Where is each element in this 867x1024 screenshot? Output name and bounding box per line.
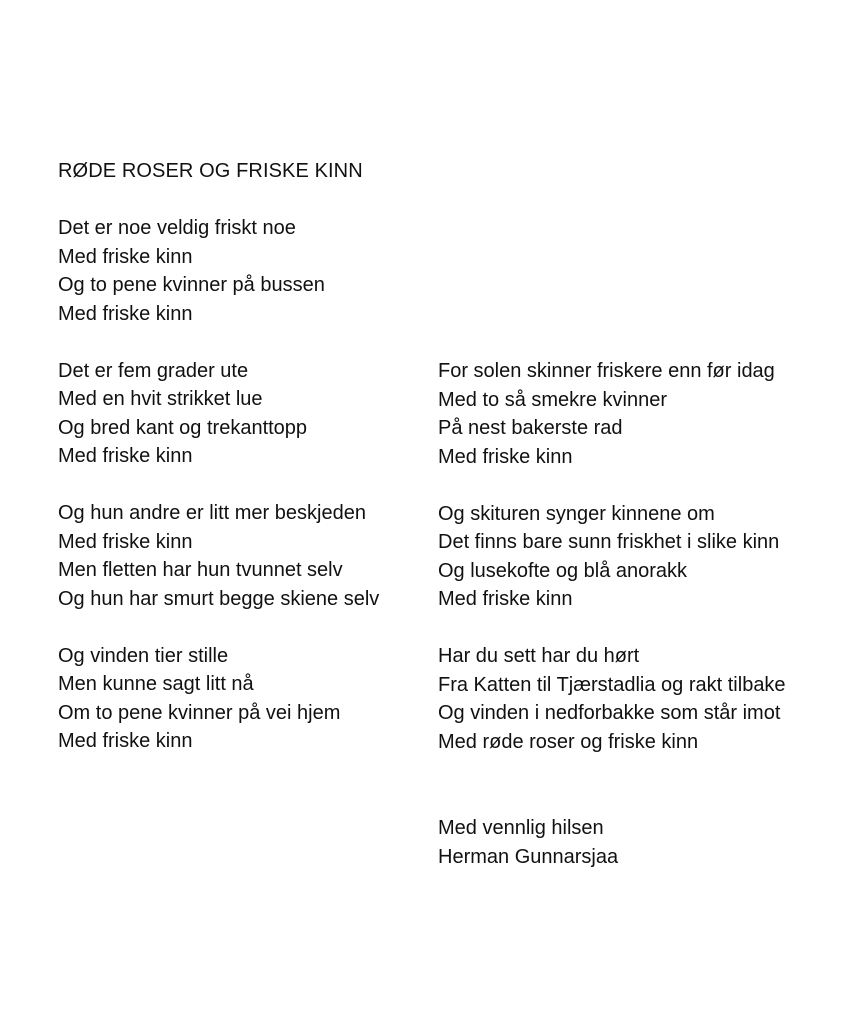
poem-right-column: [438, 357, 786, 785]
poem-line: Og vinden tier stille: [58, 644, 229, 667]
poem-line: Med friske kinn: [438, 588, 573, 610]
poem-line: Og bred kant og trekanttopp: [58, 416, 308, 439]
poem-line: Med friske kinn: [58, 245, 193, 268]
poem-left-column: [58, 214, 379, 784]
poem-line: Med røde roser og friske kinn: [438, 730, 699, 753]
poem-line: På nest bakerste rad: [438, 417, 623, 439]
stanza: [58, 499, 379, 613]
stanza: [58, 642, 379, 756]
poem-line: Det er fem grader ute: [58, 359, 249, 382]
poem-line: Fra Katten til Tjærstadlia og rakt tilbake: [438, 673, 786, 696]
poem-line: For solen skinner friskere enn før idag: [438, 360, 775, 382]
signature-greeting: Med vennlig hilsen: [438, 817, 604, 839]
poem-line: Og skituren synger kinnene om: [438, 502, 715, 525]
poem-line: Med friske kinn: [438, 445, 573, 468]
poem-line: Men kunne sagt litt nå: [58, 673, 254, 695]
stanza: [58, 357, 379, 471]
poem-line: Med friske kinn: [58, 302, 193, 325]
stanza: [438, 500, 786, 614]
poem-line: Om to pene kvinner på vei hjem: [58, 701, 341, 724]
stanza: [438, 357, 786, 471]
poem-line: Det finns bare sunn friskhet i slike kinn: [438, 531, 780, 553]
poem-line: Og vinden i nedforbakke som står imot: [438, 702, 781, 724]
poem-line: Og to pene kvinner på bussen: [58, 274, 325, 296]
stanza: [438, 642, 786, 756]
poem-line: Og hun andre er litt mer beskjeden: [58, 502, 366, 524]
poem-line: Det er noe veldig friskt noe: [58, 217, 296, 239]
poem-line: Med friske kinn: [58, 445, 193, 467]
poem-line: Med friske kinn: [58, 530, 193, 553]
poem-line: Og lusekofte og blå anorakk: [438, 559, 688, 582]
poem-line: Men fletten har hun tvunnet selv: [58, 559, 343, 581]
signature-name: Herman Gunnarsjaa: [438, 845, 619, 868]
poem-line: Har du sett har du hørt: [438, 645, 640, 667]
poem-title: RØDE ROSER OG FRISKE KINN: [58, 160, 363, 182]
poem-line: Med en hvit strikket lue: [58, 388, 263, 410]
poem-line: Og hun har smurt begge skiene selv: [58, 587, 380, 610]
poem-line: Med friske kinn: [58, 730, 193, 752]
poem-line: Med to så smekre kvinner: [438, 388, 667, 411]
signature-block: [438, 814, 618, 871]
stanza: [58, 214, 379, 328]
